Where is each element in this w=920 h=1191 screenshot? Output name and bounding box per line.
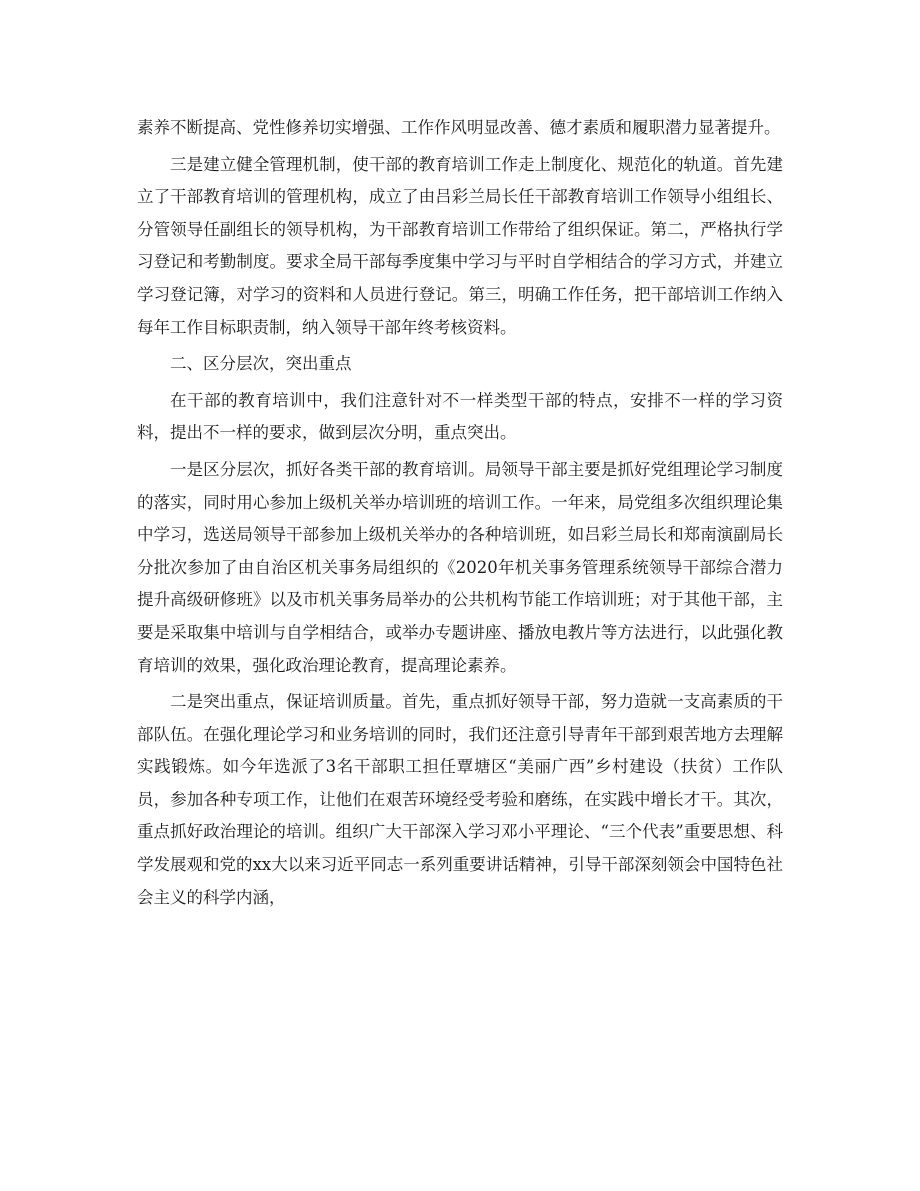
paragraph-management-mechanism: 三是建立健全管理机制，使干部的教育培训工作走上制度化、规范化的轨道。首先建立了干部教育培训的管理机构，成立了由吕彩兰局长任干部教育培训工作领导小组组长、分管领导任副组长的领导机构，为干部教育培训工作带给了组织保证。第二，严格执行学习登记和考勤制度。要求全局干部每季度集中学习与平时自学相结合的学习方式，并建立学习登记簿，对学习的资料和人员进行登记。第三，明确工作任务，把干部培训工作纳入每年工作目标职责制，纳入领导干部年终考核资料。	[137, 154, 783, 337]
section-heading: 二、区分层次，突出重点	[170, 354, 352, 374]
document-body	[137, 112, 783, 914]
paragraph-training-intro: 在干部的教育培训中，我们注意针对不一样类型干部的特点，安排不一样的学习资料，提出不一样的要求，做到层次分明，重点突出。	[137, 390, 783, 443]
paragraph-continuation: 素养不断提高、党性修养切实增强、工作作风明显改善、德才素质和履职潜力显著提升。	[137, 118, 781, 137]
paragraph-levels: 一是区分层次，抓好各类干部的教育培训。局领导干部主要是抓好党组理论学习制度的落实，同时用心参加上级机关举办培训班的培训工作。一年来，局党组多次组织理论集中学习，选送局领导干部参加上级机关举办的各种培训班，如吕彩兰局长和郑南演副局长分批次参加了由自治区机关事务局组织的《2020年机关事务管理系统领导干部综合潜力提升高级研修班》以及市机关事务局举办的公共机构节能工作培训班；对于其他干部，主要是采取集中培训与自学相结合，或举办专题讲座、播放电教片等方法进行，以此强化教育培训的效果，强化政治理论教育，提高理论素养。	[137, 459, 783, 675]
paragraph-focus: 二是突出重点，保证培训质量。首先，重点抓好领导干部，努力造就一支高素质的干部队伍。在强化理论学习和业务培训的同时，我们还注意引导青年干部到艰苦地方去理解实践锻炼。如今年选派了3名干部职工担任覃塘区“美丽广西”乡村建设（扶贫）工作队员，参加各种专项工作，让他们在艰苦环境经受考验和磨练，在实践中增长才干。其次，重点抓好政治理论的培训。组织广大干部深入学习邓小平理论、“三个代表”重要思想、科学发展观和党的xx大以来习近平同志一系列重要讲话精神，引导干部深刻领会中国特色社会主义的科学内涵，	[137, 692, 783, 907]
